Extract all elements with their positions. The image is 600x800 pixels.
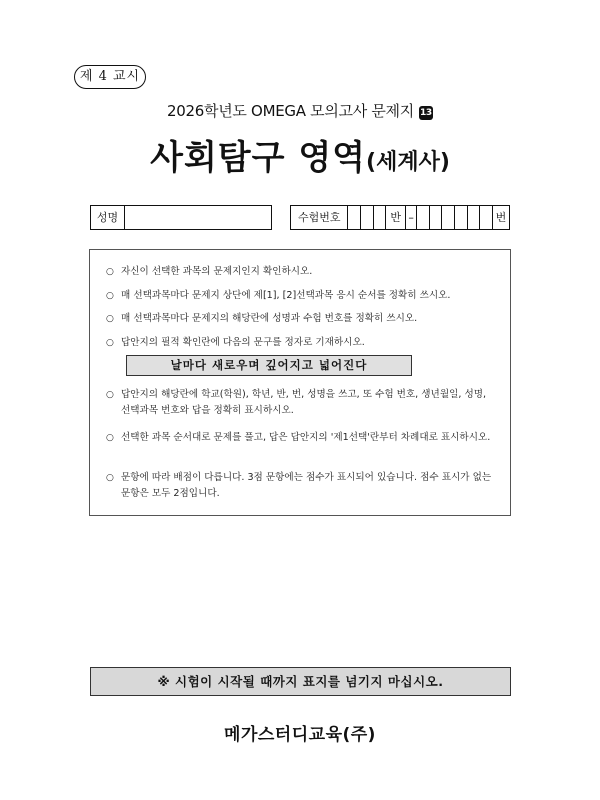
dash-separator: – xyxy=(406,206,417,229)
id-digit-cell[interactable] xyxy=(442,206,455,229)
id-digit-cell[interactable] xyxy=(417,206,430,229)
id-digit-cell[interactable] xyxy=(430,206,443,229)
instruction-text: 매 선택과목마다 문제지의 해당란에 성명과 수험 번호를 정확히 쓰시오. xyxy=(121,313,418,324)
instruction-item xyxy=(106,288,496,304)
exam-title xyxy=(0,100,600,121)
name-label: 성명 xyxy=(91,206,125,229)
instruction-text: 답안지의 필적 확인란에 다음의 문구를 정자로 기재하시오. xyxy=(121,337,365,348)
handwriting-motto: 날마다 새로우며 깊어지고 넓어진다 xyxy=(126,355,412,376)
instruction-item xyxy=(106,430,496,446)
instruction-text: 매 선택과목마다 문제지 상단에 제[1], [2]선택과목 응시 순서를 정확히 쓰시오. xyxy=(121,290,451,301)
instruction-text: 자신이 선택한 과목의 문제지인지 확인하시오. xyxy=(121,266,313,277)
name-field[interactable] xyxy=(90,205,272,230)
id-digit-cell[interactable] xyxy=(480,206,493,229)
class-label: 반 xyxy=(386,206,406,229)
exam-title-text: 2026학년도 OMEGA 모의고사 문제지 xyxy=(167,102,414,120)
id-digit-cell[interactable] xyxy=(374,206,387,229)
id-digit-cell[interactable] xyxy=(361,206,374,229)
instruction-text: 선택한 과목 순서대로 문제를 풀고, 답은 답안지의 '제1선택'란부터 차례대로 표시하시오. xyxy=(121,432,491,443)
bullet-icon: ○ xyxy=(106,433,114,443)
bullet-icon: ○ xyxy=(106,390,114,400)
exam-id-field[interactable] xyxy=(290,205,510,230)
instruction-text: 문항에 따라 배점이 다릅니다. 3점 문항에는 점수가 표시되어 있습니다. 점수 표시가 없는 문항은 모두 2점입니다. xyxy=(121,472,492,499)
instruction-item xyxy=(106,470,496,502)
number-label: 번 xyxy=(495,211,507,224)
id-digit-cell[interactable] xyxy=(348,206,361,229)
bullet-icon: ○ xyxy=(106,314,114,324)
bullet-icon: ○ xyxy=(106,267,114,277)
subject-sub: (세계사) xyxy=(366,150,450,175)
subject-main: 사회탐구 영역 xyxy=(150,138,367,178)
publisher-name: 메가스터디교육(주) xyxy=(224,725,376,745)
instruction-item xyxy=(106,335,496,351)
instruction-item xyxy=(106,311,496,327)
bullet-icon: ○ xyxy=(106,291,114,301)
id-digit-cell[interactable] xyxy=(468,206,481,229)
period-badge: 제 4 교시 xyxy=(74,65,146,89)
instruction-item xyxy=(106,264,496,280)
notice-banner: ※ 시험이 시작될 때까지 표지를 넘기지 마십시오. xyxy=(90,667,511,696)
instructions-box xyxy=(89,249,511,516)
bullet-icon: ○ xyxy=(106,338,114,348)
bullet-icon: ○ xyxy=(106,473,114,483)
name-input-area[interactable] xyxy=(125,206,271,229)
id-digit-cell[interactable] xyxy=(455,206,468,229)
instruction-item xyxy=(106,387,496,419)
exam-id-label: 수험번호 xyxy=(291,206,348,229)
subject-title xyxy=(0,130,600,179)
instruction-text: 답안지의 해당란에 학교(학원), 학년, 반, 번, 성명을 쓰고, 또 수험 번호, 생년월일, 성명, 선택과목 번호와 답을 정확히 표시하시오. xyxy=(121,389,487,416)
exam-number-badge: 13 xyxy=(419,108,432,118)
